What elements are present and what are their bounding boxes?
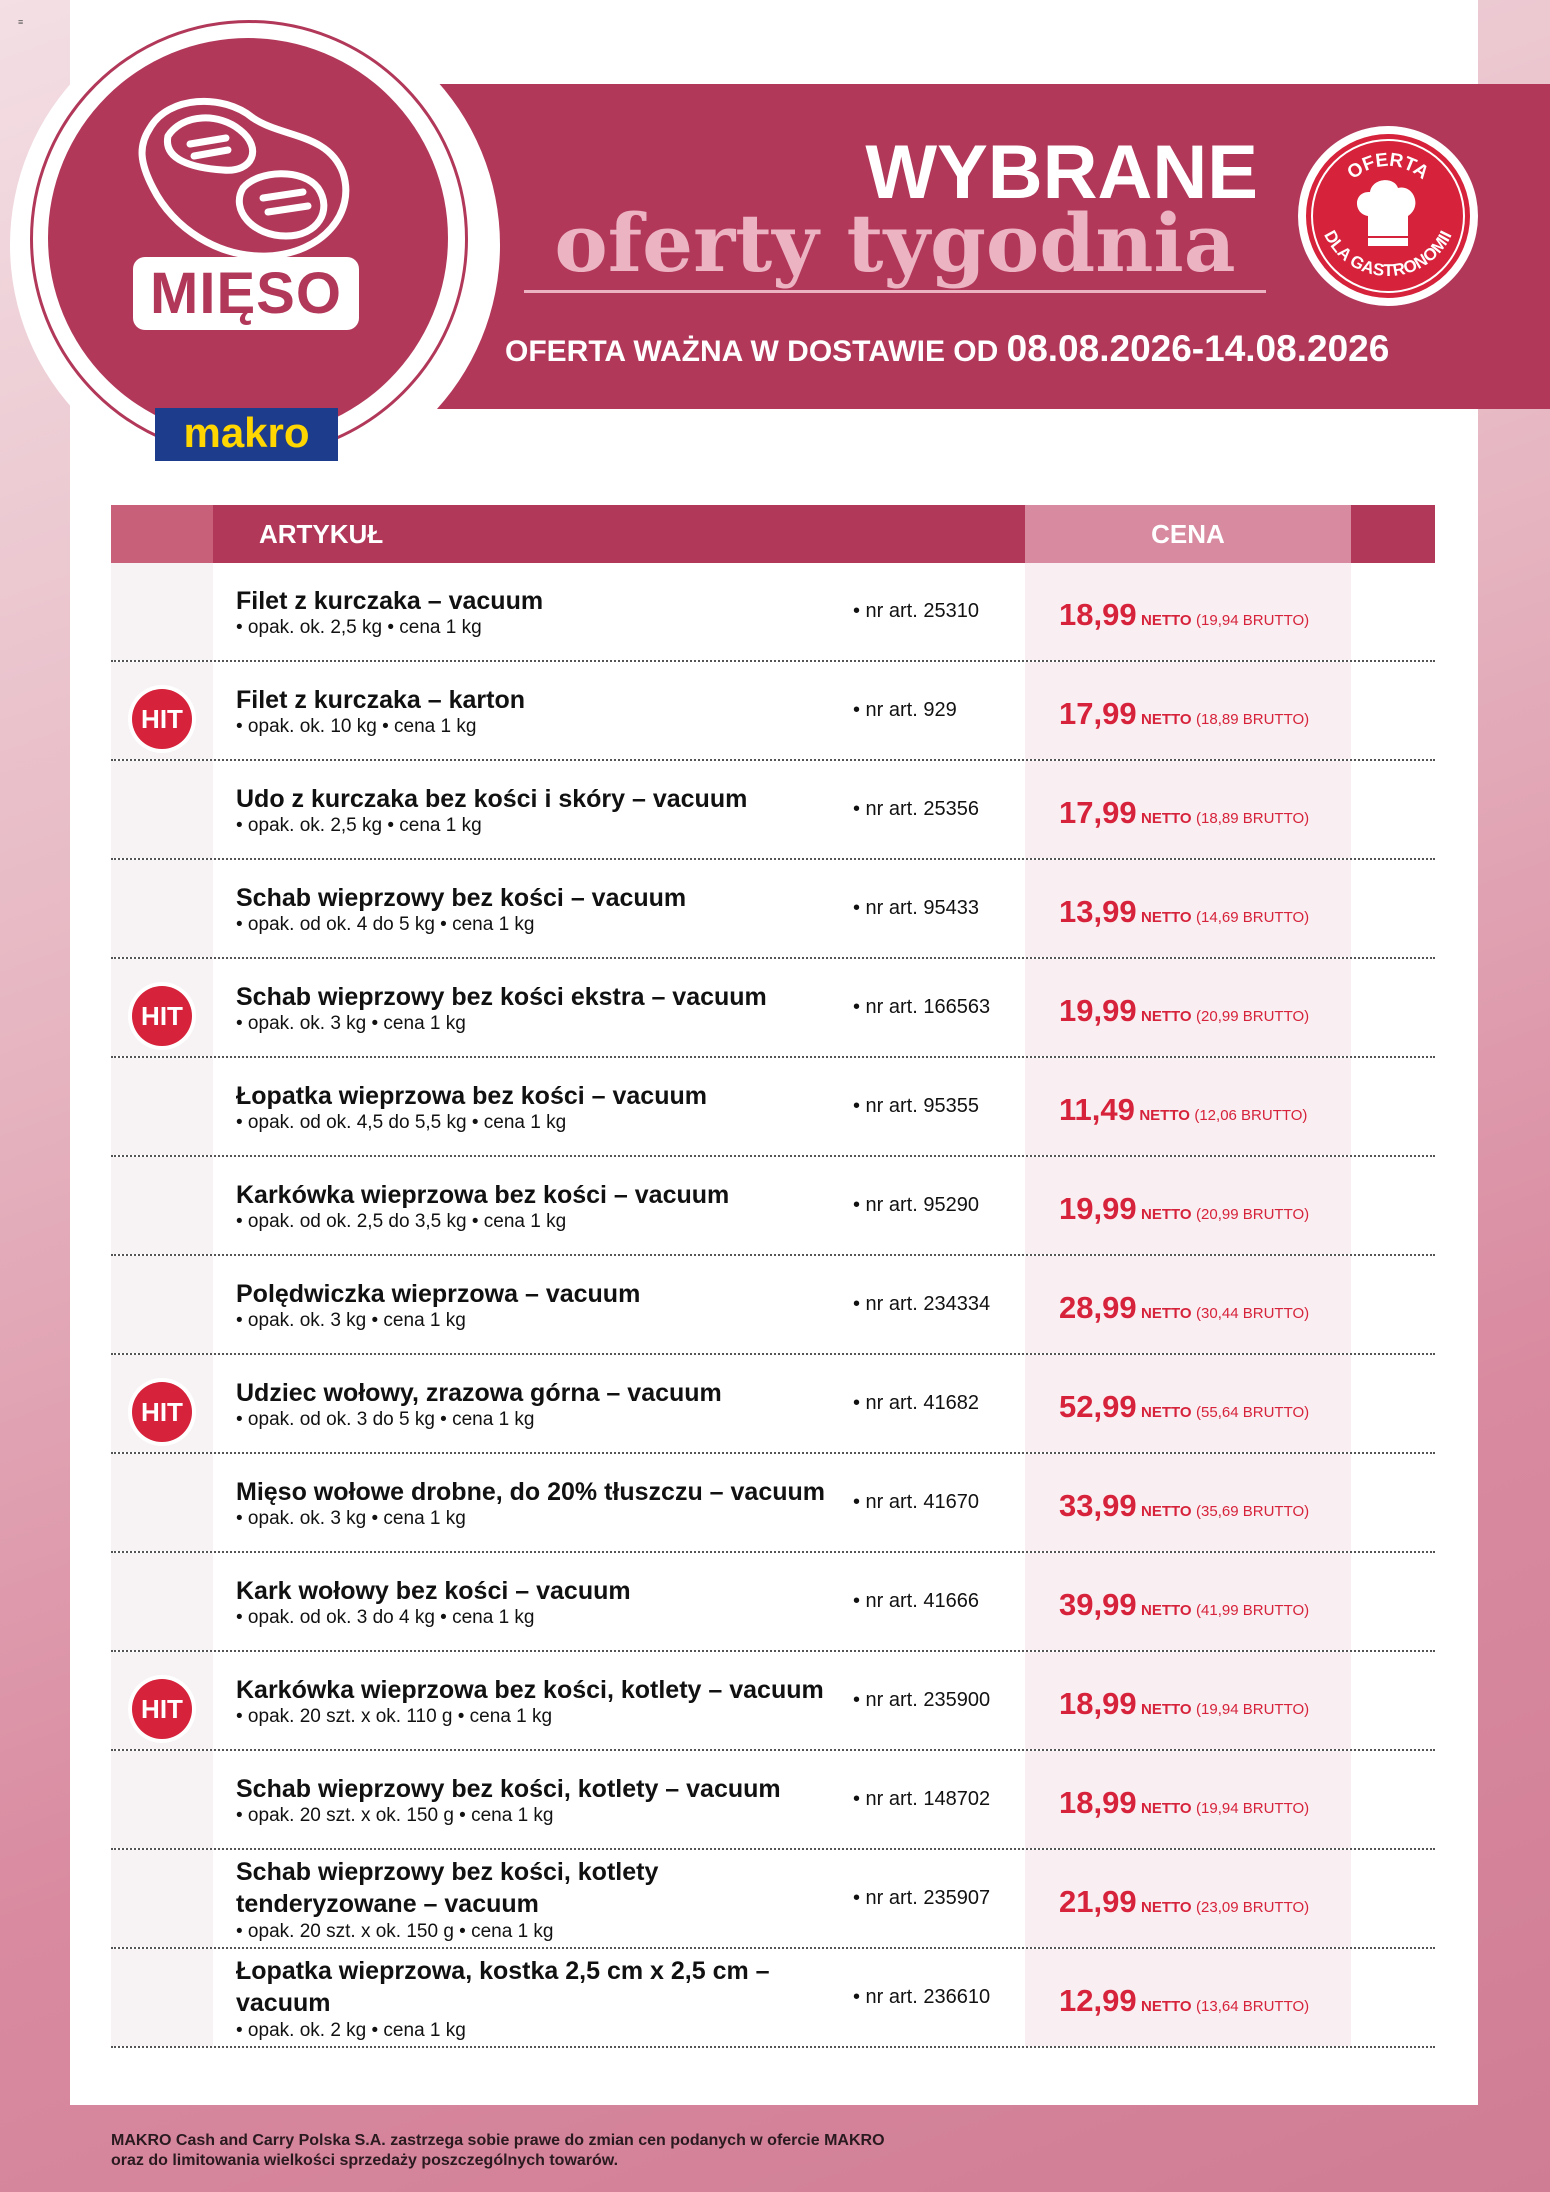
article-number: • nr art. 235900 [853, 1689, 991, 1711]
menu-icon[interactable]: ≡ [18, 17, 24, 27]
table-row [111, 563, 1435, 662]
article-number: • nr art. 234334 [853, 1293, 991, 1315]
product-name: Schab wieprzowy bez kości ekstra – vacuum [236, 983, 767, 1011]
price-brutto: (13,64 BRUTTO) [1196, 1998, 1310, 2015]
product-name: Karkówka wieprzowa bez kości – vacuum [236, 1181, 730, 1209]
product-details: • opak. ok. 2 kg • cena 1 kg [236, 2020, 466, 2041]
netto-label: NETTO [1141, 612, 1192, 629]
table-row [111, 1949, 1435, 2048]
article-number: • nr art. 236610 [853, 1986, 991, 2008]
product-name: Łopatka wieprzowa, kostka 2,5 cm x 2,5 cm – vacuum [236, 1957, 770, 2017]
table-header [111, 505, 1435, 563]
validity-dates: 08.08.2026-14.08.2026 [1006, 328, 1390, 369]
product-details: • opak. od ok. 3 do 5 kg • cena 1 kg [236, 1409, 535, 1430]
table-row [111, 1850, 1435, 1949]
header-left-cell [111, 505, 213, 563]
netto-label: NETTO [1141, 1206, 1192, 1223]
product-name: Filet z kurczaka – karton [236, 686, 526, 714]
table-row [111, 662, 1435, 761]
netto-label: NETTO [1141, 1008, 1192, 1025]
price-netto-value: 52,99 [1059, 1389, 1137, 1424]
product-name: Schab wieprzowy bez kości, kotlety tenderyzowane – vacuum [236, 1858, 659, 1918]
product-price [1059, 1785, 1309, 1821]
product-price [1059, 1587, 1309, 1623]
article-number: • nr art. 95290 [853, 1194, 979, 1216]
price-brutto: (35,69 BRUTTO) [1196, 1503, 1310, 1520]
table-row [111, 860, 1435, 959]
price-netto-value: 19,99 [1059, 1191, 1137, 1226]
price-netto-value: 18,99 [1059, 1686, 1137, 1721]
product-name: Schab wieprzowy bez kości – vacuum [236, 884, 687, 912]
price-netto-value: 21,99 [1059, 1884, 1137, 1919]
table-row [111, 1751, 1435, 1850]
price-netto-value: 18,99 [1059, 597, 1137, 632]
product-details: • opak. ok. 10 kg • cena 1 kg [236, 716, 477, 737]
article-number: • nr art. 25310 [853, 600, 979, 622]
hit-badge-label: HIT [132, 689, 192, 749]
product-price [1059, 993, 1309, 1029]
price-netto-value: 17,99 [1059, 696, 1137, 731]
netto-label: NETTO [1141, 1998, 1192, 2015]
row-badge-cell [111, 563, 213, 660]
product-name: Karkówka wieprzowa bez kości, kotlety – vacuum [236, 1676, 824, 1704]
product-price [1059, 1686, 1309, 1722]
price-brutto: (30,44 BRUTTO) [1196, 1305, 1310, 1322]
netto-label: NETTO [1141, 1602, 1192, 1619]
table-row [111, 1553, 1435, 1652]
article-number: • nr art. 929 [853, 699, 957, 721]
stamp-bottom-text: DLA GASTRONOMII [1320, 227, 1456, 281]
column-header-article: ARTYKUŁ [259, 519, 384, 549]
price-brutto: (12,06 BRUTTO) [1194, 1107, 1308, 1124]
price-brutto: (55,64 BRUTTO) [1196, 1404, 1310, 1421]
meat-steak-icon [128, 88, 358, 263]
row-badge-cell [111, 1058, 213, 1155]
stamp-top-text: OFERTA [1343, 149, 1433, 184]
price-brutto: (23,09 BRUTTO) [1196, 1899, 1310, 1916]
price-netto-value: 28,99 [1059, 1290, 1137, 1325]
price-netto-value: 18,99 [1059, 1785, 1137, 1820]
netto-label: NETTO [1141, 810, 1192, 827]
product-name: Polędwiczka wieprzowa – vacuum [236, 1280, 641, 1308]
price-brutto: (20,99 BRUTTO) [1196, 1206, 1310, 1223]
hit-badge-label: HIT [132, 986, 192, 1046]
price-brutto: (18,89 BRUTTO) [1196, 711, 1310, 728]
hit-badge-label: HIT [132, 1679, 192, 1739]
table-row [111, 959, 1435, 1058]
product-table [111, 563, 1435, 2048]
price-brutto: (41,99 BRUTTO) [1196, 1602, 1310, 1619]
article-number: • nr art. 95355 [853, 1095, 979, 1117]
product-name: Kark wołowy bez kości – vacuum [236, 1577, 631, 1605]
product-name: Udziec wołowy, zrazowa górna – vacuum [236, 1379, 722, 1407]
product-details: • opak. od ok. 2,5 do 3,5 kg • cena 1 kg [236, 1211, 567, 1232]
product-price [1059, 696, 1309, 732]
product-price [1059, 1092, 1307, 1128]
table-row [111, 1058, 1435, 1157]
product-name: Mięso wołowe drobne, do 20% tłuszczu – vacuum [236, 1478, 826, 1506]
price-brutto: (14,69 BRUTTO) [1196, 909, 1310, 926]
hit-badge [128, 982, 196, 1050]
product-details: • opak. od ok. 4,5 do 5,5 kg • cena 1 kg [236, 1112, 567, 1133]
makro-logo: makro [155, 408, 338, 461]
disclaimer-line-1: MAKRO Cash and Carry Polska S.A. zastrzega sobie prawe do zmian cen podanych w ofercie MAKRO [111, 2132, 885, 2149]
gastronomy-stamp-graphic [1298, 126, 1478, 306]
hit-badge [128, 1378, 196, 1446]
article-number: • nr art. 148702 [853, 1788, 991, 1810]
netto-label: NETTO [1141, 711, 1192, 728]
price-brutto: (20,99 BRUTTO) [1196, 1008, 1310, 1025]
netto-label: NETTO [1141, 1701, 1192, 1718]
row-badge-cell [111, 1751, 213, 1848]
product-details: • opak. ok. 3 kg • cena 1 kg [236, 1508, 466, 1529]
article-number: • nr art. 166563 [853, 996, 991, 1018]
product-price [1059, 1191, 1309, 1227]
article-number: • nr art. 95433 [853, 897, 979, 919]
product-details: • opak. od ok. 4 do 5 kg • cena 1 kg [236, 914, 535, 935]
product-details: • opak. 20 szt. x ok. 110 g • cena 1 kg [236, 1706, 553, 1727]
product-details: • opak. ok. 2,5 kg • cena 1 kg [236, 617, 482, 638]
row-badge-cell [111, 761, 213, 858]
product-price [1059, 1488, 1309, 1524]
netto-label: NETTO [1141, 1899, 1192, 1916]
netto-label: NETTO [1141, 1800, 1192, 1817]
chef-hat-icon [1357, 180, 1415, 246]
disclaimer-line-2: oraz do limitowania wielkości sprzedaży poszczególnych towarów. [111, 2152, 619, 2169]
title-oferty-tygodnia: oferty tygodnia [554, 196, 1236, 290]
product-price [1059, 1389, 1309, 1425]
product-details: • opak. ok. 3 kg • cena 1 kg [236, 1013, 466, 1034]
validity-label: OFERTA WAŻNA W DOSTAWIE OD [505, 335, 1007, 368]
netto-label: NETTO [1141, 1404, 1192, 1421]
price-brutto: (18,89 BRUTTO) [1196, 810, 1310, 827]
product-price [1059, 795, 1309, 831]
netto-label: NETTO [1141, 909, 1192, 926]
price-netto-value: 19,99 [1059, 993, 1137, 1028]
gastronomy-stamp [1298, 126, 1478, 306]
table-row [111, 1355, 1435, 1454]
article-number: • nr art. 41666 [853, 1590, 979, 1612]
netto-label: NETTO [1139, 1107, 1190, 1124]
table-row [111, 1157, 1435, 1256]
product-price [1059, 1290, 1309, 1326]
row-badge-cell [111, 1256, 213, 1353]
row-badge-cell [111, 860, 213, 957]
price-brutto: (19,94 BRUTTO) [1196, 1800, 1310, 1817]
row-badge-cell [111, 1553, 213, 1650]
hit-badge [128, 1675, 196, 1743]
category-badge: MIĘSO [133, 257, 359, 330]
price-netto-value: 33,99 [1059, 1488, 1137, 1523]
product-name: Filet z kurczaka – vacuum [236, 587, 544, 615]
product-price [1059, 1983, 1309, 2019]
row-badge-cell [111, 1850, 213, 1947]
column-header-price: CENA [1151, 519, 1225, 549]
price-brutto: (19,94 BRUTTO) [1196, 612, 1310, 629]
hit-badge-label: HIT [132, 1382, 192, 1442]
netto-label: NETTO [1141, 1305, 1192, 1322]
row-badge-cell [111, 1949, 213, 2046]
product-price [1059, 597, 1309, 633]
svg-text:OFERTA [1344, 150, 1433, 184]
price-netto-value: 12,99 [1059, 1983, 1137, 2018]
price-netto-value: 11,49 [1059, 1092, 1135, 1127]
product-name: Udo z kurczaka bez kości i skóry – vacuum [236, 785, 748, 813]
article-number: • nr art. 41682 [853, 1392, 979, 1414]
table-row [111, 1256, 1435, 1355]
product-price [1059, 1884, 1309, 1920]
title-underline [524, 290, 1266, 293]
price-netto-value: 13,99 [1059, 894, 1137, 929]
price-netto-value: 39,99 [1059, 1587, 1137, 1622]
netto-label: NETTO [1141, 1503, 1192, 1520]
disclaimer [111, 2131, 1111, 2171]
table-row [111, 1454, 1435, 1553]
product-details: • opak. 20 szt. x ok. 150 g • cena 1 kg [236, 1921, 554, 1942]
product-name: Schab wieprzowy bez kości, kotlety – vacuum [236, 1775, 781, 1803]
price-brutto: (19,94 BRUTTO) [1196, 1701, 1310, 1718]
article-number: • nr art. 41670 [853, 1491, 979, 1513]
validity-text [505, 328, 1505, 370]
row-badge-cell [111, 1454, 213, 1551]
product-price [1059, 894, 1309, 930]
article-number: • nr art. 235907 [853, 1887, 991, 1909]
article-number: • nr art. 25356 [853, 798, 979, 820]
product-details: • opak. od ok. 3 do 4 kg • cena 1 kg [236, 1607, 535, 1628]
table-row [111, 1652, 1435, 1751]
product-name: Łopatka wieprzowa bez kości – vacuum [236, 1082, 707, 1110]
product-details: • opak. 20 szt. x ok. 150 g • cena 1 kg [236, 1805, 554, 1826]
hit-badge [128, 685, 196, 753]
product-details: • opak. ok. 2,5 kg • cena 1 kg [236, 815, 482, 836]
table-row [111, 761, 1435, 860]
product-details: • opak. ok. 3 kg • cena 1 kg [236, 1310, 466, 1331]
price-netto-value: 17,99 [1059, 795, 1137, 830]
title-wybrane: WYBRANE [865, 130, 1258, 215]
row-badge-cell [111, 1157, 213, 1254]
